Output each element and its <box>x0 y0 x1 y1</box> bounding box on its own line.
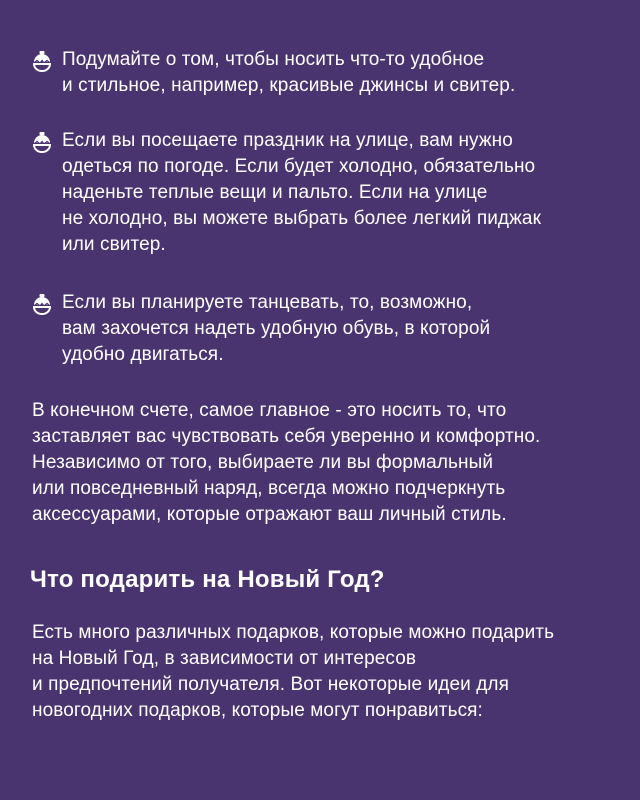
bullet-text-line: и стильное, например, красивые джинсы и свитер. <box>62 75 516 96</box>
christmas-ornament-icon <box>32 50 52 72</box>
bullet-text-line: не холодно, вы можете выбрать более легкий пиджак <box>62 208 541 229</box>
bullet-text-line: наденьте теплые вещи и пальто. Если на улице <box>62 182 488 203</box>
paragraph-line: В конечном счете, самое главное - это носить то, что <box>32 400 507 421</box>
bullet-item <box>32 47 622 99</box>
christmas-ornament-icon <box>32 131 52 153</box>
bullet-text-line: одеться по погоде. Если будет холодно, обязательно <box>62 156 536 177</box>
paragraph-line: на Новый Год, в зависимости от интересов <box>32 648 417 669</box>
paragraph-line: Независимо от того, выбираете ли вы формальный <box>32 452 494 473</box>
paragraph-line: заставляет вас чувствовать себя уверенно и комфортно. <box>32 426 541 447</box>
bullet-text-line: Если вы планируете танцевать, то, возможно, <box>62 292 473 313</box>
paragraph-line: или повседневный наряд, всегда можно подчеркнуть <box>32 478 506 499</box>
paragraph-line: Есть много различных подарков, которые можно подарить <box>32 622 555 643</box>
paragraph-line: аксессуарами, которые отражают ваш личный стиль. <box>32 504 507 525</box>
gifts-intro-paragraph <box>32 620 632 724</box>
christmas-ornament-icon <box>32 293 52 315</box>
bullet-text-line: удобно двигаться. <box>62 344 224 365</box>
bullet-item <box>32 290 622 368</box>
conclusion-paragraph <box>32 398 632 528</box>
paragraph-line: новогодних подарков, которые могут понравиться: <box>32 700 483 721</box>
bullet-item <box>32 128 622 258</box>
section-heading: Что подарить на Новый Год? <box>30 566 385 593</box>
bullet-text-line: Подумайте о том, чтобы носить что-то удобное <box>62 49 485 70</box>
bullet-text-line: или свитер. <box>62 234 166 255</box>
bullet-text-line: Если вы посещаете праздник на улице, вам нужно <box>62 130 513 151</box>
bullet-text-line: вам захочется надеть удобную обувь, в которой <box>62 318 491 339</box>
paragraph-line: и предпочтений получателя. Вот некоторые идеи для <box>32 674 509 695</box>
